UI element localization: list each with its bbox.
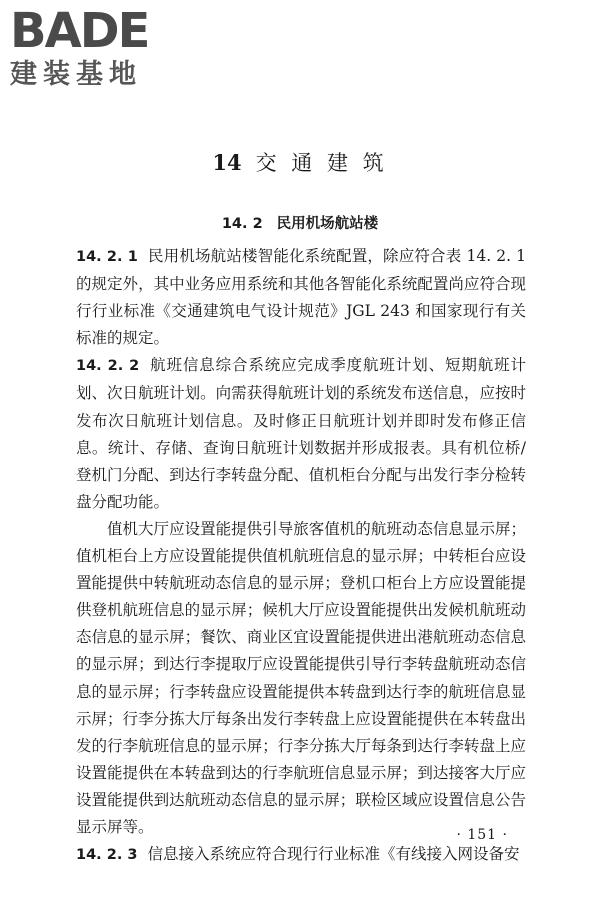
clause-14-2-1: [76, 243, 526, 352]
chapter-number: 14: [212, 150, 242, 175]
clause-text: 民用机场航站楼智能化系统配置，除应符合表 14. 2. 1 的规定外，其中业务应用系统和其他各智能化系统配置尚应符合现行行业标准《交通建筑电气设计规范》JGL 243 和国家现行有关标准的规定。: [76, 247, 526, 348]
clause-14-2-2-continuation: [76, 516, 526, 841]
section-title: 民用机场航站楼: [276, 216, 379, 232]
document-body: [76, 243, 526, 869]
clause-text: 值机大厅应设置能提供引导旅客值机的航班动态信息显示屏；值机柜台上方应设置能提供值机航班信息的显示屏；中转柜台应设置能提供中转航班动态信息的显示屏；登机口柜台上方应设置能提供登机航班信息的显示屏；候机大厅应设置能提供出发候机航班动态信息的显示屏；餐饮、商业区宜设置能提供进出港航班动态信息的显示屏；到达行李提取厅应设置能提供引导行李转盘航班动态信息的显示屏；行李转盘应设置能提供本转盘到达行李的航班信息显示屏；行李分拣大厅每条出发行李转盘上应设置能提供在本转盘出发的行李航班信息的显示屏；行李分拣大厅每条到达行李转盘上应设置能提供在本转盘到达的行李航班信息显示屏；到达接客大厅应设置能提供到达航班动态信息的显示屏；联检区域应设置信息公告显示屏等。: [76, 519, 526, 836]
section-number: 14. 2: [221, 216, 263, 232]
section-heading: [0, 212, 600, 233]
clause-text: 航班信息综合系统应完成季度航班计划、短期航班计划、次日航班计划。向需获得航班计划的系统发布送信息，应按时发布次日航班计划信息。及时修正日航班计划并即时发布修正信息。统计、存储、查询日航班计划数据并形成报表。具有机位桥/登机门分配、到达行李转盘分配、值机柜台分配与出发行李分检转盘分配功能。: [76, 356, 526, 511]
clause-14-2-3: [76, 841, 526, 869]
clause-14-2-2: [76, 352, 526, 516]
publisher-logo: [10, 3, 149, 90]
clause-number: 14. 2. 3: [76, 847, 138, 864]
logo-wordmark: BADE: [10, 3, 149, 59]
logo-subtitle: 建装基地: [10, 59, 142, 90]
clause-number: 14. 2. 1: [76, 249, 138, 265]
clause-text: 信息接入系统应符合现行行业标准《有线接入网设备安: [147, 845, 520, 864]
chapter-heading: [0, 147, 600, 177]
page-number: · 151 ·: [456, 827, 508, 843]
clause-number: 14. 2. 2: [76, 358, 140, 375]
chapter-title: 交 通 建 筑: [255, 151, 388, 175]
